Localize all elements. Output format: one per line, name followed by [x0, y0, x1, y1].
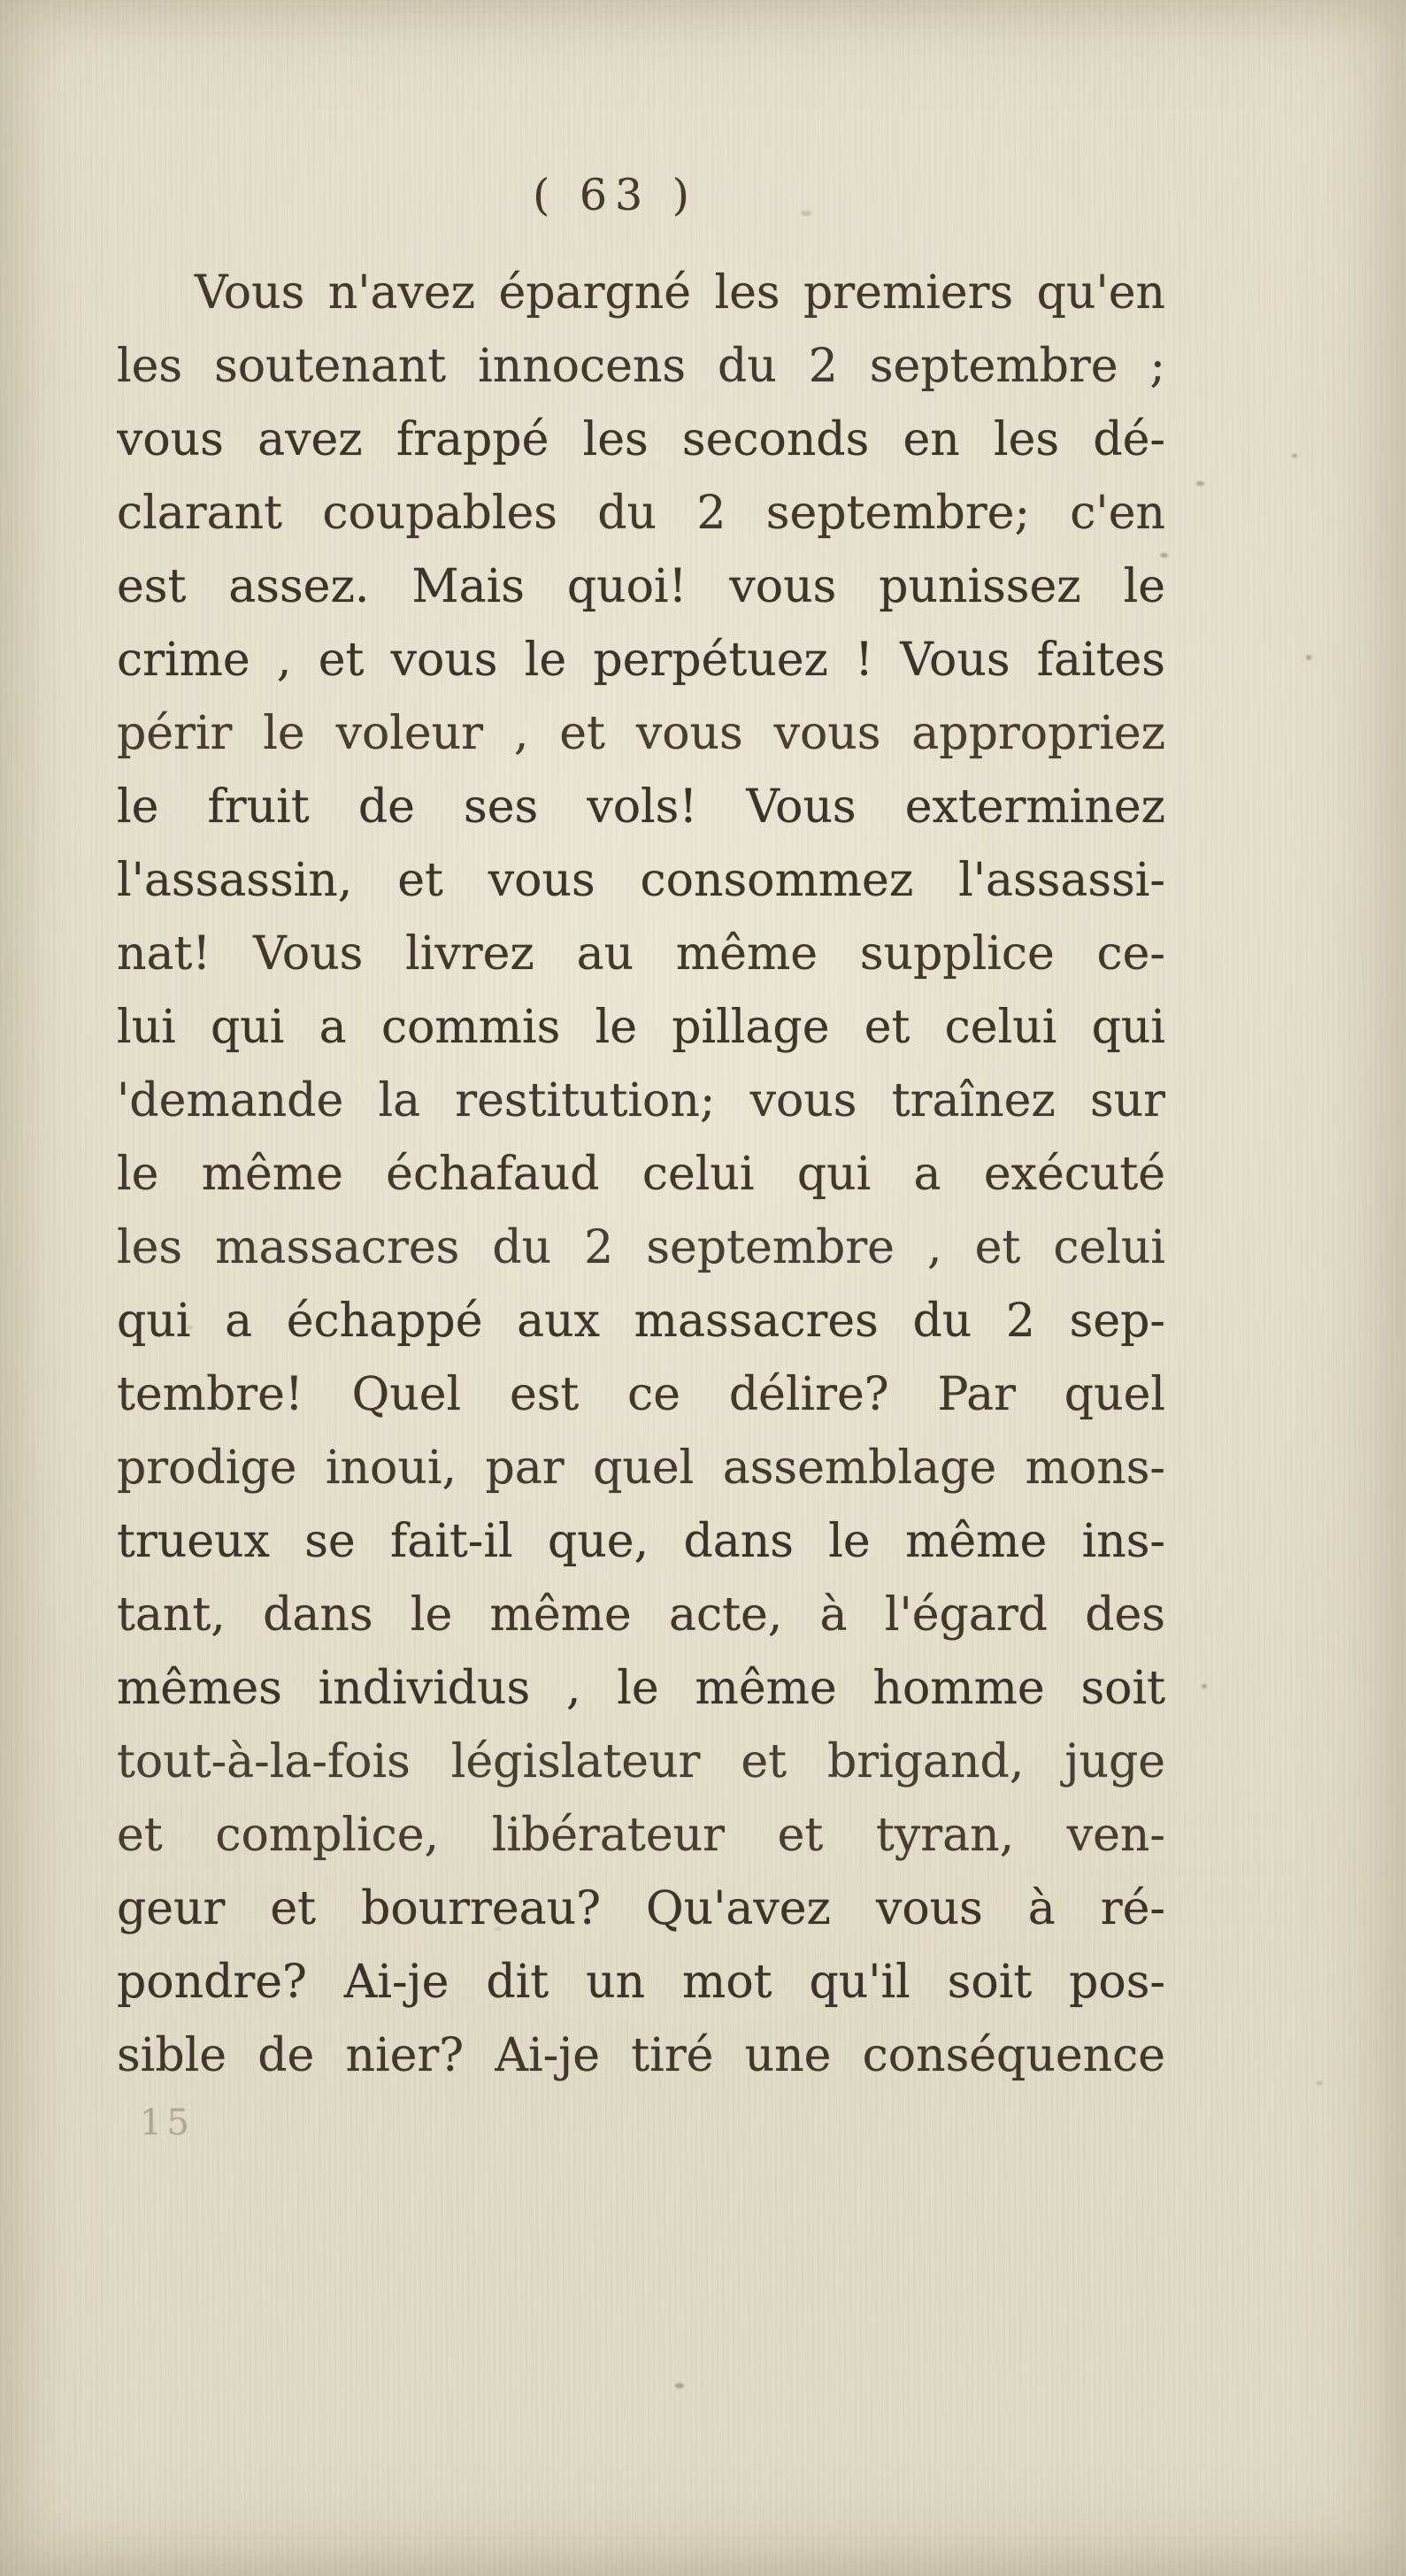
text-line: clarant coupables du 2 septembre; c'en [117, 487, 1165, 540]
paper-speck [675, 2383, 684, 2388]
text-line: Vous n'avez épargné les premiers qu'en [195, 266, 1165, 319]
paper-speck [1160, 553, 1168, 557]
printers-signature-mark: 15 [140, 2103, 194, 2143]
text-line: vous avez frappé les seconds en les dé- [117, 413, 1165, 466]
text-line: geur et bourreau? Qu'avez vous à ré- [117, 1882, 1165, 1935]
text-line: pondre? Ai-je dit un mot qu'il soit pos- [117, 1956, 1165, 2009]
paper-speck [1292, 454, 1297, 458]
paper-speck [1306, 655, 1311, 660]
page-number: ( 63 ) [533, 170, 697, 220]
text-line: 'demande la restitution; vous traînez sur [117, 1074, 1165, 1127]
paper-speck [1317, 2081, 1323, 2085]
text-line: tant, dans le même acte, à l'égard des [117, 1588, 1165, 1642]
text-line: nat! Vous livrez au même supplice ce- [117, 927, 1165, 980]
paper-speck [496, 1927, 501, 1931]
text-line: les massacres du 2 septembre , et celui [117, 1221, 1165, 1274]
text-line: l'assassin, et vous consommez l'assassi- [117, 854, 1165, 907]
text-line: tout-à-la-fois législateur et brigand, juge [117, 1735, 1165, 1788]
text-line: crime , et vous le perpétuez ! Vous faites [117, 634, 1165, 687]
text-line: trueux se fait-il que, dans le même ins- [117, 1515, 1165, 1568]
text-line: et complice, libérateur et tyran, ven- [117, 1809, 1165, 1862]
text-line: le même échafaud celui qui a exécuté [117, 1148, 1165, 1201]
text-line: qui a échappé aux massacres du 2 sep- [117, 1295, 1165, 1348]
text-line: mêmes individus , le même homme soit [117, 1662, 1165, 1715]
text-line: le fruit de ses vols! Vous exterminez [117, 780, 1165, 834]
text-line: est assez. Mais quoi! vous punissez le [117, 560, 1165, 613]
paper-speck [1202, 1684, 1207, 1688]
text-line: prodige inoui, par quel assemblage mons- [117, 1442, 1165, 1495]
text-line: lui qui a commis le pillage et celui qui [117, 1001, 1165, 1054]
paper-speck [188, 1326, 193, 1329]
text-line: périr le voleur , et vous vous appropriez [117, 707, 1165, 760]
paper-speck [1196, 481, 1204, 486]
text-block [117, 257, 1165, 2093]
text-line: tembre! Quel est ce délire? Par quel [117, 1368, 1165, 1421]
paper-speck [801, 211, 811, 216]
text-line: sible de nier? Ai-je tiré une conséquence [117, 2029, 1165, 2082]
text-line: les soutenant innocens du 2 septembre ; [117, 340, 1165, 393]
